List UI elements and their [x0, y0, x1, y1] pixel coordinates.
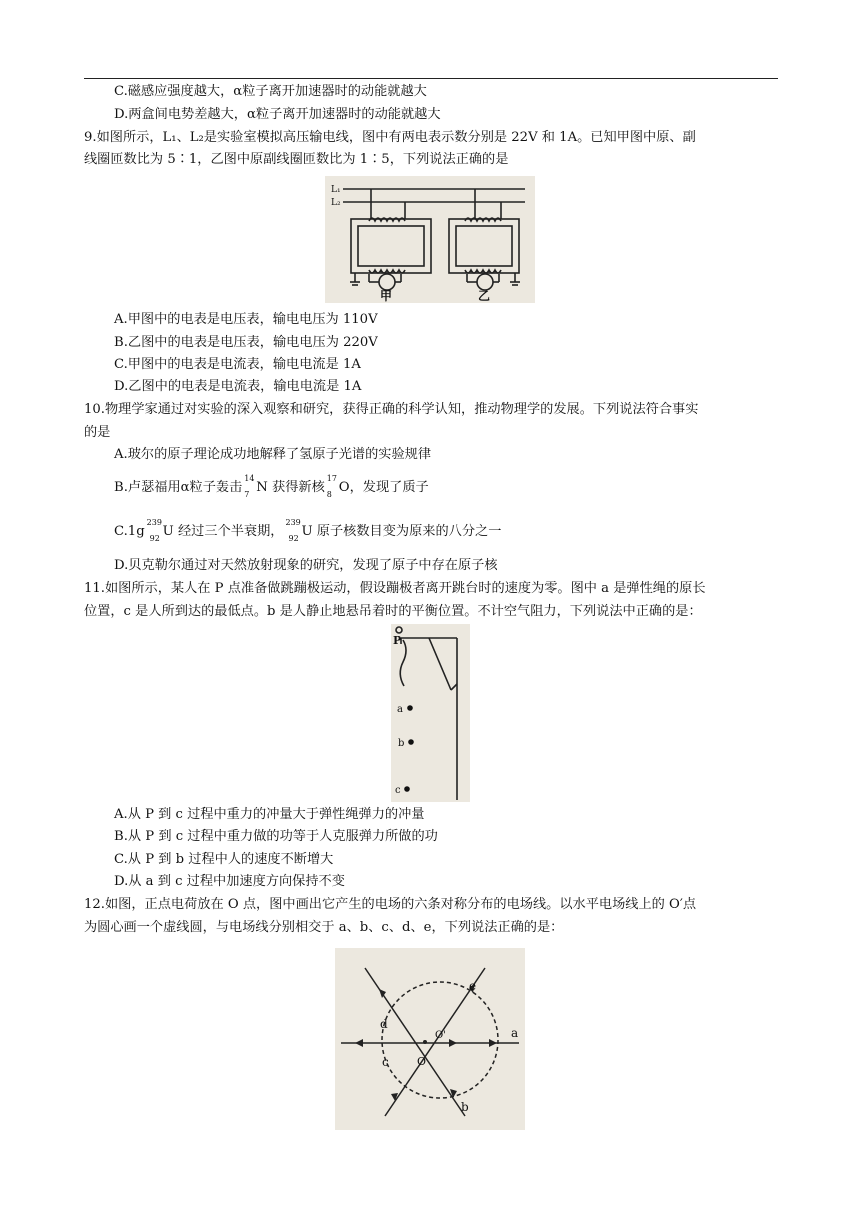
- wire-label-l2: L₂: [331, 198, 341, 208]
- q11-bungee-figure: [391, 624, 470, 802]
- q10-option-c-post: 原子核数目变为原来的八分之一: [312, 524, 502, 539]
- q10-option-c-pre: C.1g: [114, 524, 145, 539]
- point-c-dot: [404, 786, 410, 792]
- point-label-d: d: [380, 1017, 388, 1031]
- point-label-e: e: [469, 979, 477, 993]
- q11-option-b: B.从 P 到 c 过程中重力做的功等于人克服弹力所做的功: [114, 829, 438, 844]
- point-label-o-prime: O': [435, 1030, 446, 1041]
- q10-option-c-mid: 经过三个半衰期，: [173, 524, 284, 539]
- q10-option-b: [114, 474, 429, 499]
- q11-stem-line2: 位置，c 是人所到达的最低点。b 是人静止地悬吊着时的平衡位置。不计空气阻力，下列说法中正确的是：: [84, 604, 702, 619]
- nitrogen-14-isotope: 14 7: [244, 474, 255, 499]
- q10-stem-line2: 的是: [84, 425, 111, 440]
- oxygen-symbol: O: [338, 480, 350, 495]
- point-label-a: a: [397, 704, 403, 715]
- wire-label-l1: L₁: [331, 185, 341, 195]
- nitrogen-symbol: N: [256, 480, 268, 495]
- q9-transformer-figure: [325, 176, 535, 303]
- q10-stem-line1: 10.物理学家通过对实验的深入观察和研究，获得正确的科学认知，推动物理学的发展。下列说法符合事实: [84, 402, 699, 417]
- q9-option-b: B.乙图中的电表是电压表，输电电压为 220V: [114, 335, 378, 350]
- uranium-239-isotope: 239 92: [146, 518, 162, 543]
- q11-stem-line1: 11.如图所示，某人在 P 点准备做跳蹦极运动，假设蹦极者离开跳台时的速度为零。图中 a 是弹性绳的原长: [84, 581, 706, 596]
- q11-option-d: D.从 a 到 c 过程中加速度方向保持不变: [114, 874, 345, 889]
- point-a-dot: [407, 705, 413, 711]
- q9-stem-line2: 线圈匝数比为 5∶1，乙图中原副线圈匝数比为 1∶5，下列说法正确的是: [84, 152, 509, 167]
- figure-label-yi: 乙: [478, 289, 491, 303]
- uranium-symbol-2: U: [301, 524, 313, 539]
- oxygen-17-isotope: 17 8: [326, 474, 337, 499]
- q10-option-c: [114, 518, 502, 543]
- figure-label-jia: 甲: [380, 289, 393, 303]
- q10-option-b-post: ，发现了质子: [349, 480, 429, 495]
- q12-field-figure: [335, 948, 525, 1130]
- point-b-dot: [408, 739, 414, 745]
- q9-option-d: D.乙图中的电表是电流表，输电电流是 1A: [114, 379, 362, 394]
- transformer-diagram: [325, 176, 535, 303]
- q8-option-c: C.磁感应强度越大，α粒子离开加速器时的动能就越大: [114, 84, 427, 99]
- q9-option-c: C.甲图中的电表是电流表，输电电流是 1A: [114, 357, 361, 372]
- point-label-c: c: [395, 785, 401, 796]
- q10-option-b-pre: B.卢瑟福用α粒子轰击: [114, 480, 243, 495]
- q11-option-a: A.从 P 到 c 过程中重力的冲量大于弹性绳弹力的冲量: [114, 807, 425, 822]
- q12-stem-line1: 12.如图，正点电荷放在 O 点，图中画出它产生的电场的六条对称分布的电场线。以水平电场线上的 O′点: [84, 897, 697, 912]
- header-rule: [84, 78, 778, 79]
- q9-option-a: A.甲图中的电表是电压表，输电电压为 110V: [114, 312, 378, 327]
- q12-stem-line2: 为圆心画一个虚线圆，与电场线分别相交于 a、b、c、d、e，下列说法正确的是：: [84, 920, 564, 935]
- point-label-p: P: [393, 634, 402, 647]
- q9-stem-line1: 9.如图所示，L₁、L₂是实验室模拟高压输电线，图中有两电表示数分别是 22V 和 1A。已知甲图中原、副: [84, 130, 696, 145]
- q8-option-d: D.两盒间电势差越大，α粒子离开加速器时的动能就越大: [114, 107, 441, 122]
- electric-field-diagram: [335, 948, 525, 1130]
- q10-option-a: A.玻尔的原子理论成功地解释了氢原子光谱的实验规律: [114, 447, 432, 462]
- q11-option-c: C.从 P 到 b 过程中人的速度不断增大: [114, 852, 334, 867]
- point-label-o: O: [417, 1055, 427, 1068]
- uranium-symbol: U: [162, 524, 174, 539]
- point-label-b: b: [461, 1100, 469, 1114]
- q10-option-d: D.贝克勒尔通过对天然放射现象的研究，发现了原子中存在原子核: [114, 558, 498, 573]
- point-label-a: a: [511, 1026, 519, 1040]
- point-label-c: c: [382, 1055, 389, 1069]
- bungee-diagram: [391, 624, 470, 802]
- point-label-b: b: [398, 738, 405, 749]
- uranium-239-isotope-2: 239 92: [285, 518, 301, 543]
- q10-option-b-mid: 获得新核: [267, 480, 325, 495]
